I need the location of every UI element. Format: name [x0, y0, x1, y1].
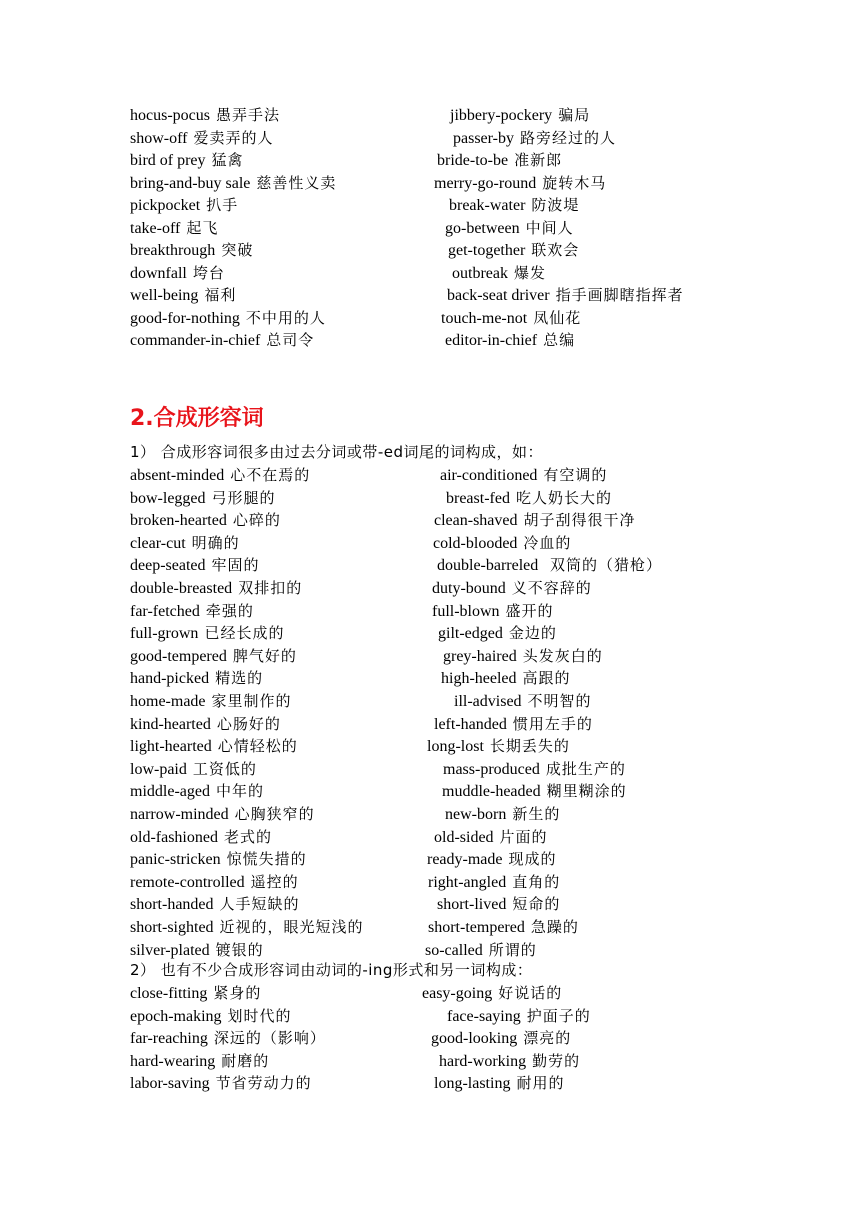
- term-row: [0, 307, 860, 330]
- term-row: [0, 826, 860, 849]
- english-term: full-grown: [130, 625, 199, 643]
- english-term: broken-hearted: [130, 512, 227, 530]
- chinese-meaning: 牢固的: [211, 556, 260, 575]
- right-term: [446, 487, 612, 511]
- term-row: [0, 554, 860, 577]
- english-term: commander-in-chief: [130, 332, 261, 349]
- term-row: [0, 284, 860, 307]
- english-term: clear-cut: [130, 534, 186, 552]
- english-term: absent-minded: [130, 467, 225, 484]
- chinese-meaning: 头发灰白的: [522, 646, 603, 665]
- left-term: [130, 262, 225, 286]
- term-row: [0, 464, 860, 487]
- chinese-meaning: 短命的: [512, 895, 561, 914]
- chinese-meaning: 猛禽: [211, 151, 244, 169]
- term-row: [0, 848, 860, 871]
- english-term: good-for-nothing: [130, 309, 240, 327]
- english-term: short-handed: [130, 896, 214, 914]
- right-term: [439, 1050, 580, 1074]
- term-row: [0, 916, 860, 939]
- left-term: [130, 307, 326, 331]
- chinese-meaning: 准新郎: [514, 151, 563, 169]
- right-term: [437, 554, 662, 578]
- chinese-meaning: 总编: [543, 331, 576, 349]
- chinese-meaning: 老式的: [223, 827, 272, 846]
- right-term: [438, 622, 557, 646]
- right-term: [427, 735, 570, 759]
- english-term: far-fetched: [130, 602, 200, 620]
- english-term: short-lived: [437, 896, 507, 914]
- chinese-meaning: 双筒的（猎枪）: [544, 556, 663, 575]
- chinese-meaning: 耐用的: [516, 1074, 565, 1093]
- english-term: break-water: [449, 197, 526, 214]
- chinese-meaning: 弓形腿的: [211, 488, 276, 507]
- term-row: [0, 1005, 860, 1028]
- chinese-meaning: 深远的（影响）: [213, 1029, 326, 1048]
- chinese-meaning: 爆发: [513, 263, 546, 282]
- english-term: remote-controlled: [130, 873, 245, 891]
- term-row: [0, 1027, 860, 1050]
- left-term: [130, 1005, 292, 1029]
- english-term: light-hearted: [130, 738, 212, 756]
- chinese-meaning: 惯用左手的: [512, 714, 593, 733]
- term-row: [0, 982, 860, 1005]
- chinese-meaning: 急躁的: [530, 918, 579, 936]
- left-term: [130, 982, 261, 1006]
- term-row: [0, 871, 860, 894]
- english-term: hand-picked: [130, 670, 210, 688]
- left-term: [130, 217, 218, 241]
- chinese-meaning: 突破: [221, 241, 254, 259]
- right-term: [452, 262, 546, 286]
- chinese-meaning: 胡子刮得很干净: [523, 511, 636, 530]
- chinese-meaning: 护面子的: [526, 1006, 591, 1025]
- right-term: [428, 916, 579, 940]
- left-term: [130, 622, 284, 646]
- right-term: [443, 645, 603, 669]
- right-term: [448, 239, 579, 263]
- chinese-meaning: 糊里糊涂的: [546, 782, 627, 801]
- english-term: double-breasted: [130, 580, 233, 597]
- english-term: well-being: [130, 287, 199, 304]
- left-term: [130, 127, 274, 151]
- left-term: [130, 1050, 269, 1074]
- chinese-meaning: 所谓的: [488, 940, 537, 959]
- english-term: silver-plated: [130, 941, 210, 959]
- chinese-meaning: 直角的: [512, 872, 561, 891]
- english-term: far-reaching: [130, 1030, 208, 1048]
- english-term: kind-hearted: [130, 715, 211, 733]
- english-term: breast-fed: [446, 489, 510, 507]
- english-term: left-handed: [434, 715, 507, 733]
- left-term: [130, 1027, 326, 1051]
- chinese-meaning: 中年的: [215, 782, 264, 801]
- term-row: [0, 1072, 860, 1095]
- chinese-meaning: 福利: [204, 286, 237, 304]
- chinese-meaning: 旋转木马: [542, 173, 607, 192]
- chinese-meaning: 有空调的: [543, 466, 608, 484]
- left-term: [130, 329, 314, 353]
- english-term: muddle-headed: [442, 783, 541, 801]
- english-term: epoch-making: [130, 1007, 222, 1025]
- english-term: double-barreled: [437, 557, 539, 575]
- term-row: [0, 622, 860, 645]
- chinese-meaning: 心情轻松的: [217, 737, 298, 756]
- section-heading-compound-adjectives: 2.合成形容词: [130, 406, 264, 431]
- term-row: [0, 329, 860, 352]
- chinese-meaning: 遥控的: [250, 872, 299, 891]
- left-term: [130, 758, 257, 782]
- chinese-meaning: 家里制作的: [211, 692, 292, 710]
- english-term: show-off: [130, 129, 188, 147]
- chinese-meaning: 不中用的人: [245, 308, 326, 327]
- chinese-meaning: 惊慌失措的: [226, 850, 307, 869]
- english-term: long-lost: [427, 738, 484, 756]
- chinese-meaning: 凤仙花: [533, 308, 582, 327]
- left-term: [130, 284, 236, 308]
- english-term: gilt-edged: [438, 625, 503, 643]
- english-term: good-tempered: [130, 647, 227, 665]
- chinese-meaning: 中间人: [525, 218, 574, 237]
- right-term: [434, 826, 548, 850]
- term-row: [0, 509, 860, 532]
- english-term: low-paid: [130, 760, 187, 778]
- left-term: [130, 464, 310, 488]
- right-term: [432, 577, 592, 601]
- chinese-meaning: 路旁经过的人: [520, 128, 617, 147]
- chinese-meaning: 脾气好的: [232, 646, 297, 665]
- english-term: narrow-minded: [130, 806, 229, 823]
- english-term: downfall: [130, 264, 187, 282]
- right-term: [445, 217, 574, 241]
- right-term: [445, 329, 575, 353]
- chinese-meaning: 义不容辞的: [511, 579, 592, 597]
- chinese-meaning: 扒手: [206, 196, 239, 214]
- term-row: [0, 194, 860, 217]
- english-term: hard-wearing: [130, 1052, 216, 1070]
- note-ing-form: 2） 也有不少合成形容词由动词的-ing形式和另一词构成：: [130, 961, 533, 979]
- term-row: [0, 690, 860, 713]
- english-term: bring-and-buy sale: [130, 174, 251, 192]
- term-row: [0, 1050, 860, 1073]
- chinese-meaning: 吃人奶长大的: [515, 488, 612, 507]
- term-row: [0, 803, 860, 826]
- left-term: [130, 803, 315, 827]
- english-term: pickpocket: [130, 197, 201, 214]
- chinese-meaning: 牵强的: [205, 601, 254, 620]
- chinese-meaning: 精选的: [215, 669, 264, 688]
- left-term: [130, 577, 302, 601]
- term-row: [0, 735, 860, 758]
- term-row: [0, 217, 860, 240]
- left-term: [130, 645, 297, 669]
- english-term: close-fitting: [130, 985, 208, 1002]
- chinese-meaning: 人手短缺的: [219, 895, 300, 914]
- left-term: [130, 532, 240, 556]
- right-term: [445, 803, 560, 827]
- english-term: middle-aged: [130, 783, 210, 801]
- english-term: grey-haired: [443, 647, 517, 665]
- chinese-meaning: 明确的: [191, 533, 240, 552]
- right-term: [434, 713, 593, 737]
- english-term: hard-working: [439, 1052, 527, 1070]
- left-term: [130, 554, 260, 578]
- chinese-meaning: 近视的，眼光短浅的: [219, 918, 364, 936]
- left-term: [130, 916, 364, 940]
- term-row: [0, 939, 860, 962]
- chinese-meaning: 总司令: [266, 331, 315, 349]
- term-row: [0, 577, 860, 600]
- english-term: old-fashioned: [130, 828, 218, 846]
- english-term: face-saying: [447, 1007, 521, 1025]
- english-term: merry-go-round: [434, 174, 537, 192]
- english-term: labor-saving: [130, 1075, 210, 1093]
- chinese-meaning: 耐磨的: [221, 1051, 270, 1070]
- english-term: clean-shaved: [434, 512, 518, 530]
- chinese-meaning: 漂亮的: [523, 1029, 572, 1048]
- term-row: [0, 127, 860, 150]
- left-term: [130, 893, 300, 917]
- chinese-meaning: 不明智的: [527, 692, 592, 710]
- left-term: [130, 239, 253, 263]
- english-term: editor-in-chief: [445, 332, 538, 349]
- chinese-meaning: 冷血的: [523, 533, 572, 552]
- term-row: [0, 532, 860, 555]
- english-term: short-sighted: [130, 919, 214, 936]
- term-row: [0, 758, 860, 781]
- english-term: back-seat driver: [447, 287, 550, 304]
- chinese-meaning: 勤劳的: [532, 1051, 581, 1070]
- english-term: so-called: [425, 941, 483, 959]
- english-term: touch-me-not: [441, 309, 528, 327]
- chinese-meaning: 联欢会: [531, 241, 580, 259]
- chinese-meaning: 已经长成的: [204, 624, 285, 643]
- right-term: [440, 464, 607, 488]
- english-term: bird of prey: [130, 152, 206, 169]
- english-term: full-blown: [432, 602, 500, 620]
- right-term: [447, 1005, 591, 1029]
- term-row: [0, 239, 860, 262]
- english-term: passer-by: [453, 129, 514, 147]
- term-row: [0, 487, 860, 510]
- chinese-meaning: 工资低的: [192, 759, 257, 778]
- left-term: [130, 487, 276, 511]
- english-term: get-together: [448, 242, 526, 259]
- left-term: [130, 172, 336, 196]
- chinese-meaning: 指手画脚瞎指挥者: [555, 286, 684, 304]
- right-term: [432, 600, 554, 624]
- term-row: [0, 713, 860, 736]
- english-term: cold-blooded: [433, 534, 518, 552]
- right-term: [447, 284, 684, 308]
- english-term: easy-going: [422, 985, 493, 1002]
- english-term: ill-advised: [454, 693, 522, 710]
- chinese-meaning: 心不在焉的: [230, 466, 311, 484]
- english-term: air-conditioned: [440, 467, 538, 484]
- english-term: right-angled: [428, 873, 507, 891]
- english-term: home-made: [130, 693, 206, 710]
- left-term: [130, 600, 254, 624]
- right-term: [428, 871, 560, 895]
- chinese-meaning: 新生的: [512, 805, 561, 823]
- right-term: [437, 149, 562, 173]
- english-term: ready-made: [427, 851, 503, 869]
- english-term: long-lasting: [434, 1075, 511, 1093]
- left-term: [130, 871, 299, 895]
- english-term: outbreak: [452, 264, 508, 282]
- english-term: jibbery-pockery: [450, 107, 553, 124]
- chinese-meaning: 心肠好的: [216, 714, 281, 733]
- chinese-meaning: 心胸狭窄的: [234, 805, 315, 823]
- chinese-meaning: 高跟的: [522, 669, 571, 688]
- english-term: panic-stricken: [130, 851, 221, 869]
- right-term: [434, 1072, 564, 1096]
- term-row: [0, 645, 860, 668]
- term-row: [0, 104, 860, 127]
- english-term: go-between: [445, 219, 520, 237]
- chinese-meaning: 慈善性义卖: [256, 173, 337, 192]
- right-term: [437, 893, 560, 917]
- english-term: old-sided: [434, 828, 494, 846]
- chinese-meaning: 镀银的: [215, 940, 264, 959]
- english-term: breakthrough: [130, 242, 216, 259]
- left-term: [130, 690, 292, 714]
- chinese-meaning: 起飞: [186, 218, 219, 237]
- right-term: [443, 758, 626, 782]
- english-term: deep-seated: [130, 557, 206, 575]
- left-term: [130, 826, 272, 850]
- left-term: [130, 149, 244, 173]
- english-term: good-looking: [431, 1030, 518, 1048]
- chinese-meaning: 好说话的: [498, 984, 563, 1002]
- right-term: [453, 127, 616, 151]
- chinese-meaning: 节省劳动力的: [215, 1074, 312, 1093]
- left-term: [130, 780, 264, 804]
- chinese-meaning: 划时代的: [227, 1006, 292, 1025]
- english-term: short-tempered: [428, 919, 525, 936]
- right-term: [442, 780, 627, 804]
- right-term: [422, 982, 562, 1006]
- english-term: hocus-pocus: [130, 107, 210, 124]
- chinese-meaning: 愚弄手法: [215, 106, 280, 124]
- right-term: [434, 509, 636, 533]
- right-term: [441, 667, 571, 691]
- chinese-meaning: 金边的: [508, 624, 557, 643]
- chinese-meaning: 片面的: [499, 827, 548, 846]
- term-row: [0, 780, 860, 803]
- left-term: [130, 194, 238, 218]
- chinese-meaning: 现成的: [508, 850, 557, 869]
- right-term: [441, 307, 581, 331]
- right-term: [434, 172, 606, 196]
- right-term: [427, 848, 557, 872]
- right-term: [431, 1027, 571, 1051]
- left-term: [130, 713, 281, 737]
- left-term: [130, 848, 307, 872]
- chinese-meaning: 盛开的: [505, 601, 554, 620]
- english-term: duty-bound: [432, 580, 506, 597]
- chinese-meaning: 长期丢失的: [489, 737, 570, 756]
- chinese-meaning: 垮台: [192, 263, 225, 282]
- left-term: [130, 509, 281, 533]
- note-past-participle: 1） 合成形容词很多由过去分词或带-ed词尾的词构成，如：: [130, 443, 543, 461]
- english-term: take-off: [130, 219, 181, 237]
- term-row: [0, 262, 860, 285]
- term-row: [0, 893, 860, 916]
- left-term: [130, 1072, 312, 1096]
- term-row: [0, 149, 860, 172]
- chinese-meaning: 双排扣的: [238, 579, 303, 597]
- english-term: bow-legged: [130, 489, 206, 507]
- chinese-meaning: 骗局: [558, 106, 591, 124]
- right-term: [454, 690, 592, 714]
- term-row: [0, 667, 860, 690]
- chinese-meaning: 爱卖弄的人: [193, 128, 274, 147]
- english-term: new-born: [445, 806, 507, 823]
- chinese-meaning: 防波堤: [531, 196, 580, 214]
- english-term: bride-to-be: [437, 152, 509, 169]
- left-term: [130, 667, 263, 691]
- chinese-meaning: 成批生产的: [545, 759, 626, 778]
- chinese-meaning: 心碎的: [232, 511, 281, 530]
- right-term: [433, 532, 571, 556]
- right-term: [449, 194, 579, 218]
- left-term: [130, 735, 298, 759]
- chinese-meaning: 紧身的: [213, 984, 262, 1002]
- english-term: high-heeled: [441, 670, 517, 688]
- term-row: [0, 600, 860, 623]
- term-row: [0, 172, 860, 195]
- english-term: mass-produced: [443, 760, 540, 778]
- right-term: [450, 104, 590, 128]
- left-term: [130, 104, 280, 128]
